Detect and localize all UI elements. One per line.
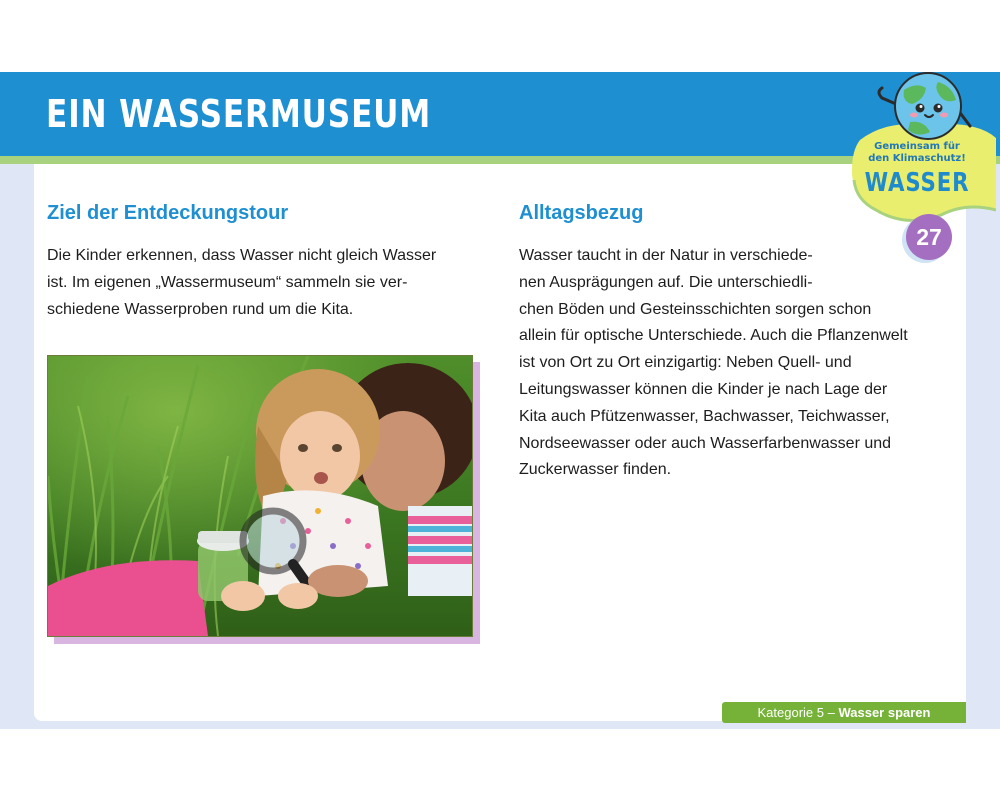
text-line: schiedene Wasserproben rund um die Kita. bbox=[47, 300, 354, 318]
category-name: Wasser sparen bbox=[838, 705, 931, 720]
text-line: Die Kinder erkennen, dass Wasser nicht gleich Wasser bbox=[47, 247, 437, 264]
text-line: Nordseewasser oder auch Wasserfarbenwasser und bbox=[519, 434, 892, 452]
text-line: allein für optische Unterschiede. Auch die Pflanzenwelt bbox=[519, 327, 908, 345]
text-line: Zuckerwasser finden. bbox=[519, 461, 672, 479]
text-line: Leitungswasser können die Kinder je nach Lage der bbox=[519, 380, 888, 398]
badge-tagline-line: Gemeinsam für bbox=[874, 141, 960, 152]
text-line: nen Ausprägungen auf. Die unterschiedli- bbox=[519, 273, 813, 291]
text-line: ist. Im eigenen „Wassermuseum“ sammeln sie ver- bbox=[47, 273, 408, 291]
page-number: 27 bbox=[906, 214, 952, 260]
category-tag bbox=[722, 702, 966, 723]
text-line: Kita auch Pfützenwasser, Bachwasser, Teichwasser, bbox=[519, 407, 890, 425]
section-text-goal bbox=[47, 243, 436, 323]
badge-tagline bbox=[850, 141, 984, 165]
text-line: chen Böden und Gesteinsschichten sorgen schon bbox=[519, 300, 872, 318]
text-line: ist von Ort zu Ort einzigartig: Neben Quell- und bbox=[519, 354, 852, 372]
text-line: Wasser taucht in der Natur in verschiede- bbox=[519, 247, 813, 264]
badge-tagline-line: den Klimaschutz! bbox=[868, 153, 966, 164]
category-prefix: Kategorie 5 – bbox=[757, 705, 839, 720]
section-heading-goal: Ziel der Entdeckungstour bbox=[47, 202, 289, 224]
section-text-context bbox=[519, 243, 908, 484]
section-heading-context: Alltagsbezug bbox=[519, 202, 644, 224]
children-magnifier-photo bbox=[47, 355, 473, 637]
page-title: EIN WASSERMUSEUM bbox=[46, 92, 432, 136]
badge-topic: WASSER bbox=[864, 168, 970, 198]
